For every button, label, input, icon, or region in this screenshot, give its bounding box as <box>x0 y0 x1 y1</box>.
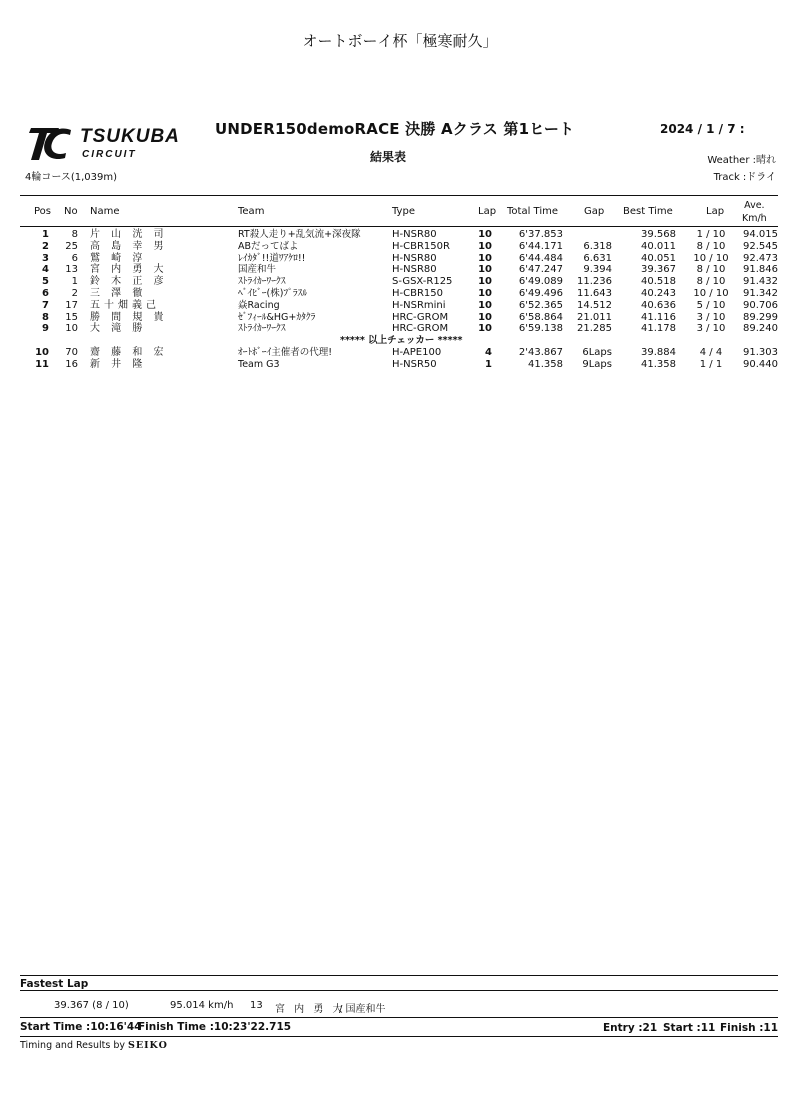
cell-team: Team G3 <box>238 358 280 370</box>
cell-best-time: 40.518 <box>641 276 676 288</box>
cell-best-lap: 3 / 10 <box>696 311 726 323</box>
tsukuba-circuit-logo <box>25 122 205 167</box>
col-header-pos: Pos <box>34 206 52 217</box>
results-subtitle: 結果表 <box>370 150 407 164</box>
cell-name: 大 滝 勝 <box>90 323 147 335</box>
cell-team: ﾚｲｶﾀﾞ!!道ﾜｱｹﾛ!! <box>238 252 306 264</box>
col-header-team: Team <box>238 206 265 217</box>
course-info: 4輪コース(1,039m) <box>25 172 118 183</box>
cell-best-lap: 8 / 10 <box>696 264 726 276</box>
col-header-name: Name <box>90 206 120 217</box>
cell-best-time: 40.051 <box>641 252 676 264</box>
cell-lap: 10 <box>478 311 492 323</box>
cell-lap: 10 <box>478 323 492 335</box>
cell-pos: 1 <box>42 229 49 240</box>
header-divider-bottom <box>20 226 778 227</box>
cell-gap: 11.643 <box>577 287 612 299</box>
cell-no: 1 <box>71 276 78 288</box>
cell-best-time: 40.243 <box>641 287 676 299</box>
cell-team: 国産和牛 <box>238 264 277 276</box>
cell-lap: 10 <box>478 252 492 264</box>
cell-type: H-NSR80 <box>392 264 437 276</box>
table-row <box>0 264 800 276</box>
cell-total-time: 6'49.089 <box>518 276 563 288</box>
cell-team: 焱Racing <box>238 299 280 311</box>
col-header-best-time: Best Time <box>623 206 673 217</box>
cell-ave-speed: 94.015 <box>743 229 778 240</box>
cell-no: 25 <box>65 240 78 252</box>
checker-label: ***** 以上チェッカー ***** <box>340 335 463 347</box>
race-title: UNDER150demoRACE 決勝 Aクラス 第1ヒート <box>215 120 575 138</box>
cell-best-time: 41.178 <box>641 323 676 335</box>
cell-best-time: 39.568 <box>641 229 676 240</box>
cell-total-time: 6'59.138 <box>518 323 563 335</box>
cell-name: 五十畑義己 <box>90 299 160 311</box>
cell-pos: 11 <box>35 358 49 370</box>
cell-pos: 7 <box>42 299 49 311</box>
cell-pos: 5 <box>42 276 49 288</box>
cell-pos: 2 <box>42 240 49 252</box>
table-row <box>0 253 800 265</box>
cell-team: ｽﾄﾗｲｶｰﾜｰｸｽ <box>238 276 286 288</box>
col-header-type: Type <box>392 206 415 217</box>
cell-best-time: 39.884 <box>641 347 676 359</box>
cell-best-time: 41.116 <box>641 311 676 323</box>
table-row <box>0 276 800 288</box>
fastest-lap-time: 39.367 (8 / 10) <box>54 1000 129 1011</box>
cell-type: H-NSR80 <box>392 229 437 240</box>
cell-team: ｾﾞﾌｨｰﾙ&HG+ｶﾀｸﾗ <box>238 311 316 323</box>
cell-no: 8 <box>71 229 78 240</box>
cell-lap: 10 <box>478 264 492 276</box>
cell-name: 高 島 幸 男 <box>90 240 168 252</box>
cell-gap: 6.318 <box>583 240 612 252</box>
track-info: Track :ドライ <box>713 172 776 183</box>
cell-ave-speed: 92.545 <box>743 240 778 252</box>
fastest-lap-title: Fastest Lap <box>20 978 89 990</box>
cell-no: 17 <box>65 299 78 311</box>
table-row <box>0 288 800 300</box>
cell-name: 三 澤 徹 <box>90 287 147 299</box>
cell-ave-speed: 89.299 <box>743 311 778 323</box>
cell-best-time: 39.367 <box>641 264 676 276</box>
results-rows-unfinished <box>0 347 800 371</box>
cell-gap: 11.236 <box>577 276 612 288</box>
fastest-lap-speed: 95.014 km/h <box>170 1000 234 1011</box>
header-divider-top <box>20 195 778 196</box>
weather-info: Weather :晴れ <box>707 155 776 166</box>
cell-lap: 4 <box>485 347 492 359</box>
cell-name: 齋 藤 和 宏 <box>90 347 168 359</box>
cell-pos: 10 <box>35 347 49 359</box>
cell-type: HRC-GROM <box>392 311 449 323</box>
timing-credit-text: Timing and Results by <box>20 1040 125 1051</box>
logo-text-tsukuba: TSUKUBA <box>80 126 180 147</box>
cell-team: ｵｰﾄﾎﾞｰｲ主催者の代理! <box>238 347 333 359</box>
cell-best-time: 40.011 <box>641 240 676 252</box>
cell-lap: 10 <box>478 299 492 311</box>
seiko-brand: SEIKO <box>128 1040 168 1051</box>
cell-team: ｽﾄﾗｲｶｰﾜｰｸｽ <box>238 323 286 335</box>
fastest-lap-divider <box>20 990 778 991</box>
cell-type: H-NSR80 <box>392 252 437 264</box>
cell-best-lap: 8 / 10 <box>696 276 726 288</box>
col-header-total-time: Total Time <box>507 206 559 217</box>
cell-best-lap: 1 / 10 <box>696 229 726 240</box>
cell-best-lap: 1 / 1 <box>699 358 723 370</box>
cell-team: ﾍﾞｲﾋﾞｰ(株)ﾌﾟﾗｽﾙ <box>238 287 308 299</box>
cell-type: S-GSX-R125 <box>392 276 453 288</box>
cell-gap: 9.394 <box>583 264 612 276</box>
timing-credit <box>20 1040 168 1051</box>
cell-total-time: 2'43.867 <box>518 347 563 359</box>
cell-total-time: 6'52.365 <box>518 299 563 311</box>
cell-ave-speed: 90.440 <box>743 358 778 370</box>
fastest-lap-team: / 国産和牛 <box>339 1004 386 1015</box>
cell-name: 片 山 洸 司 <box>90 229 168 240</box>
cell-best-time: 41.358 <box>641 358 676 370</box>
cell-best-time: 40.636 <box>641 299 676 311</box>
tc-logo-icon <box>25 122 75 164</box>
table-row <box>0 312 800 324</box>
document-title: オートボーイ杯「極寒耐久」 <box>302 32 498 50</box>
cell-gap: 9Laps <box>582 358 612 370</box>
cell-pos: 6 <box>42 287 49 299</box>
cell-total-time: 6'47.247 <box>518 264 563 276</box>
cell-name: 宮 内 勇 大 <box>90 264 168 276</box>
cell-gap: 21.011 <box>577 311 612 323</box>
cell-ave-speed: 89.240 <box>743 323 778 335</box>
entry-count: Entry :21 <box>603 1022 658 1034</box>
col-header-ave <box>742 199 767 225</box>
cell-type: H-CBR150R <box>392 240 450 252</box>
cell-ave-speed: 91.303 <box>743 347 778 359</box>
cell-no: 10 <box>65 323 78 335</box>
cell-total-time: 6'58.864 <box>518 311 563 323</box>
cell-ave-speed: 90.706 <box>743 299 778 311</box>
cell-lap: 10 <box>478 240 492 252</box>
cell-name: 鈴 木 正 彦 <box>90 276 168 288</box>
cell-best-lap: 3 / 10 <box>696 323 726 335</box>
cell-total-time: 6'44.171 <box>518 240 563 252</box>
checker-separator <box>0 335 800 347</box>
cell-best-lap: 5 / 10 <box>696 299 726 311</box>
cell-total-time: 6'44.484 <box>518 252 563 264</box>
cell-best-lap: 4 / 4 <box>699 347 723 359</box>
cell-total-time: 6'49.496 <box>518 287 563 299</box>
cell-gap: 14.512 <box>577 299 612 311</box>
cell-lap: 1 <box>485 358 492 370</box>
finish-count: Finish :11 <box>720 1022 779 1034</box>
col-header-gap: Gap <box>584 206 605 217</box>
table-row <box>0 359 800 371</box>
col-header-ave-bottom: Km/h <box>742 213 767 224</box>
start-count: Start :11 <box>663 1022 716 1034</box>
cell-no: 16 <box>65 358 78 370</box>
cell-type: H-CBR150 <box>392 287 444 299</box>
cell-gap: 6.631 <box>583 252 612 264</box>
cell-best-lap: 10 / 10 <box>693 287 729 299</box>
results-table <box>0 229 800 371</box>
fastest-lap-rider: 宮 内 勇 大 <box>275 1004 346 1015</box>
footer-divider-bottom <box>20 1036 778 1037</box>
cell-pos: 9 <box>42 323 49 335</box>
cell-no: 15 <box>65 311 78 323</box>
cell-lap: 10 <box>478 276 492 288</box>
table-row <box>0 300 800 312</box>
cell-pos: 8 <box>42 311 49 323</box>
cell-gap: 21.285 <box>577 323 612 335</box>
cell-name: 新 井 隆 <box>90 358 147 370</box>
cell-name: 勝 間 規 貴 <box>90 311 168 323</box>
logo-text-circuit: CIRCUIT <box>82 149 137 160</box>
cell-lap: 10 <box>478 287 492 299</box>
cell-type: H-APE100 <box>392 347 442 359</box>
cell-type: HRC-GROM <box>392 323 449 335</box>
fastest-lap-divider-top <box>20 975 778 976</box>
cell-pos: 4 <box>42 264 49 276</box>
cell-pos: 3 <box>42 252 49 264</box>
cell-no: 13 <box>65 264 78 276</box>
cell-team: ABだってばよ <box>238 240 299 252</box>
cell-best-lap: 8 / 10 <box>696 240 726 252</box>
table-row <box>0 241 800 253</box>
cell-no: 2 <box>71 287 78 299</box>
cell-type: H-NSR50 <box>392 358 437 370</box>
cell-best-lap: 10 / 10 <box>693 252 729 264</box>
results-rows-checkered <box>0 229 800 335</box>
cell-total-time: 6'37.853 <box>518 229 563 240</box>
fastest-lap-number: 13 <box>250 1000 263 1011</box>
cell-no: 6 <box>71 252 78 264</box>
cell-lap: 10 <box>478 229 492 240</box>
cell-name: 鷲 崎 淳 <box>90 252 147 264</box>
cell-ave-speed: 91.432 <box>743 276 778 288</box>
cell-ave-speed: 92.473 <box>743 252 778 264</box>
col-header-no: No <box>64 206 78 217</box>
col-header-best-lap: Lap <box>706 206 725 217</box>
cell-ave-speed: 91.342 <box>743 287 778 299</box>
footer-divider-top <box>20 1017 778 1018</box>
start-time: Start Time :10:16'44 <box>20 1021 142 1033</box>
cell-total-time: 41.358 <box>528 358 563 370</box>
cell-type: H-NSRmini <box>392 299 446 311</box>
table-row <box>0 229 800 241</box>
cell-team: RT殺人走り+乱気流+深夜隊 <box>238 229 361 240</box>
race-date: 2024 / 1 / 7 : <box>660 122 745 136</box>
cell-gap: 6Laps <box>582 347 612 359</box>
col-header-ave-top: Ave. <box>744 200 765 211</box>
finish-time: Finish Time :10:23'22.715 <box>138 1021 292 1033</box>
cell-no: 70 <box>65 347 78 359</box>
table-row <box>0 347 800 359</box>
table-row <box>0 323 800 335</box>
cell-ave-speed: 91.846 <box>743 264 778 276</box>
col-header-lap: Lap <box>478 206 497 217</box>
